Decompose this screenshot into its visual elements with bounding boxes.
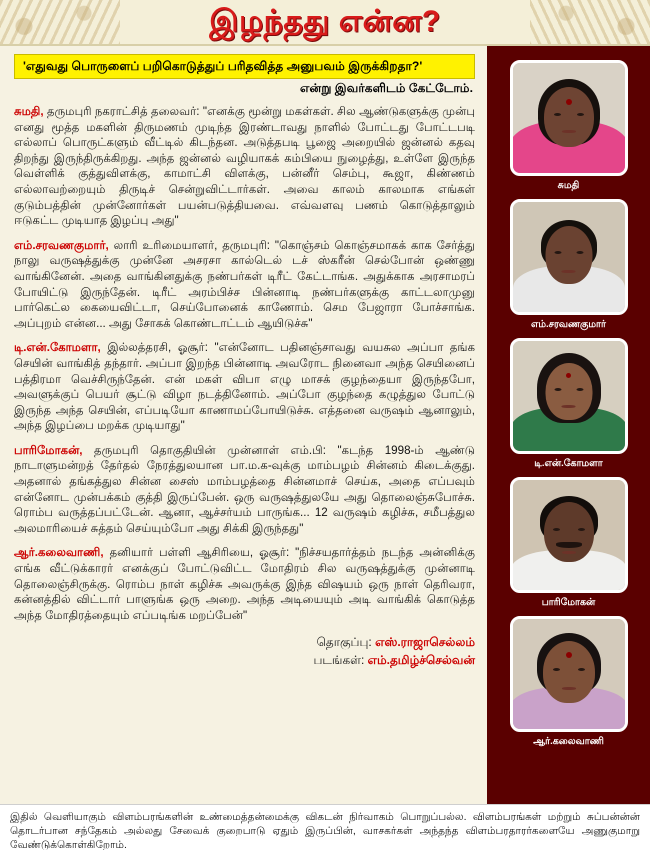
story-item	[14, 238, 475, 332]
credit-photos-label: படங்கள்:	[313, 653, 365, 668]
photo-caption: சுமதி	[557, 180, 580, 191]
story-text: "எனக்கு மூன்று மகள்கள். சில ஆண்டுகளுக்கு முன்பு எனது மூத்த மகளின் திருமணம் முடிந்த இரண்டாவது நாளில் போட்டது போட்டபடி எல்லாப் பொருட்களும் வீட்டில் கிடந்தன. அடுத்தபடி பூஜை அறையில் ஜன்னல் கதவு திறந்து இருந்திருக்கிறது. அந்த ஜன்னல் வழியாகக் கம்பியை நுழைத்து, உள்ளே இருந்த வெள்ளிக் குத்துவிளக்கு, காமாட்சி விளக்கு, பன்னீர் செம்பு, கூஜா, கிண்ணம் எல்லாவற்றையும் திருடிச் சென்றுவிட்டார்கள். அவை காலம் காலமாக எங்கள் குடும்பத்தின் முன்னோர்கள் பயன்படுத்தியவை. எவ்வளவு பணம் கொடுத்தாலும் ஈடுகட்ட முடியாத இழப்பு அது"	[14, 105, 475, 228]
story-role: இல்லத்தரசி, ஓசூர்:	[107, 341, 208, 355]
credit-photos-name: எம்.தமிழ்ச்செல்வன்	[367, 653, 475, 668]
story-item	[14, 545, 475, 623]
article-column	[0, 46, 487, 806]
story-text: "என்னோட பதினஞ்சாவது வயசுல அப்பா தங்க செயின் வாங்கித் தந்தார். அப்பா இறந்த பின்னாடி அவரோட நினைவா அந்த செயினைப் பத்திரமா வெச்சிருந்தேன். என் மகள் விபா எழு மாசக் குழந்தையா இருந்தபோ, அவளுக்குப் பெயர் சூட்டு விழா நடத்தினோம். அப்போ குழந்தை கழுத்துல போட்டு இருந்த அந்த செயின், எப்படியோ காணாமப்போயிடுச்சு. எத்தனை வருஷம் ஆனாலும், அந்த இழப்பை மறக்க முடியாது"	[14, 341, 476, 433]
photo-face	[544, 87, 594, 147]
story-name: பாரிமோகன்,	[14, 443, 83, 457]
story-name: சுமதி,	[14, 105, 44, 118]
portrait-photo	[510, 616, 628, 732]
credits	[14, 633, 475, 669]
photo-rail	[487, 46, 650, 806]
page-title: இழந்தது என்ன?	[209, 5, 441, 38]
photo-card	[506, 60, 631, 192]
photo-caption: எம்.சரவணகுமார்	[530, 319, 606, 330]
credit-compiled-label: தொகுப்பு:	[316, 635, 372, 650]
story-text: "கடந்த 1998-ம் ஆண்டு நாடாளுமன்றத் தேர்தல் நேரத்துலயான பா.ம.க-வுக்கு மாம்பழம் சின்னம் கிடைக்குது. அதனால் தங்கத்துல சின்ன சைஸ் மாம்பழத்தை சின்னமாச் செய்க, அதை எப்பவும் என்னோட முன்பக்கம் குத்தி இருப்பேன். ஒரு வருஷத்துலயே அது தொலைஞ்சுபோச்சு. ரொம்ப வருத்தப்பட்டேன். ஆனா, ஆச்சர்யம் பாருங்க... 12 வருஷம் கழிச்சு, சமீபத்துல அலமாரியைச் சுத்தம் செய்யும்போ அது சிக்கி இருந்தது"	[14, 443, 475, 535]
photo-caption: பாரிமோகன்	[541, 597, 596, 608]
story-item	[14, 443, 475, 537]
story-item	[14, 104, 475, 229]
photo-caption: டி.என்.கோமளா	[534, 458, 603, 469]
photo-card	[506, 199, 631, 331]
credit-line-compiled	[14, 633, 475, 651]
story-role: தருமபுரி நகராட்சித் தலைவர்:	[46, 105, 200, 118]
photo-face	[543, 641, 595, 703]
story-name: எம்.சரவணகுமார்,	[14, 238, 109, 252]
question-box: 'எதுவது பொருளைப் பறிகொடுத்துப் பரிதவித்த அனுபவம் இருக்கிறதா?'	[14, 54, 475, 79]
photo-card	[506, 616, 631, 748]
photo-card	[506, 338, 631, 470]
story-text: "நிச்சயதார்த்தம் நடந்த அன்னிக்கு எங்க வீட்டுக்காரர் எனக்குப் போட்டுவிட்ட மோதிரம் சில வருஷத்துக்கு முன்னாடி தொலைஞ்சிருக்கு. ரொம்ப நாள் கழிச்சு அவருக்கு இந்த விஷயம் ஒரு நாள் தெரிவரா, கன்னத்தில் விட்டார் பாளுங்க ஒரு அறை. அந்த அடியையும் அடி வாங்கிக் கொடுத்த அந்த மோதிரத்தையும் எப்படிங்க மறப்பேன்"	[14, 546, 475, 622]
credit-line-photos	[14, 651, 475, 669]
portrait-photo	[510, 60, 628, 176]
disclaimer-footer: இதில் வெளியாகும் விளம்பரங்களின் உண்மைத்தன்மைக்கு விகடன் நிர்வாகம் பொறுப்பல்ல. விளம்பரங்கள் மற்றும் சுப்பன்ன்ன் தொடர்பான சந்தேகம் அல்லது சேவைக் குறைபாடு ஏதும் இருப்பின், வாசகர்கள் அந்தந்த விளம்பரதாரர்களையே அணுகுமாறு வேண்டுக்கொள்கிறோம்.	[0, 804, 650, 854]
credit-compiled-name: எஸ்.ராஜாசெல்லம்	[375, 635, 475, 650]
page-content	[0, 46, 650, 806]
photo-face	[545, 226, 592, 284]
photo-caption: ஆர்.கலைவாணி	[533, 736, 604, 747]
story-role: தருமபுரி தொகுதியின் முன்னாள் எம்.பி:	[94, 443, 326, 457]
story-name: டி.என்.கோமளா,	[14, 341, 101, 355]
story-name: ஆர்.கலைவாணி,	[14, 546, 104, 560]
photo-face	[544, 502, 594, 562]
page-header	[0, 0, 650, 46]
story-role: லாரி உரிமையாளர், தருமபுரி:	[113, 238, 271, 252]
story-text: "கொஞ்சம் கொஞ்சமாகக் காக சேர்த்து நாலு வருஷத்துக்கு முன்னே அசரசா கால்டெல் டச் ஸ்கரீன் செல்போன் ஒண்ணு வாங்கினேன். அதை வாங்கினதுக்கு நண்பர்கள் டிரீட் கேட்டாங்க. அதுக்காக அரசாமரப் போயிட்டு இருந்தேன். டிரீட் அரம்பிச்ச பின்னாடி நண்பர்களுக்கு காட்டலாமுனு பார்கெட்ல கையைவிட்டா, செய்போனைக் காணோம். செம பேஜாரா போச்சாங்க. அப்புறம் என்ன... அது சோகக் கொண்டாட்டம் ஆயிடுச்சு"	[14, 238, 475, 330]
portrait-photo	[510, 338, 628, 454]
portrait-photo	[510, 477, 628, 593]
photo-face	[545, 363, 592, 420]
portrait-photo	[510, 199, 628, 315]
photo-card	[506, 477, 631, 609]
question-subtitle: என்று இவர்களிடம் கேட்டோம்.	[299, 81, 473, 95]
story-item	[14, 340, 475, 434]
story-role: தனியார் பள்ளி ஆசிரியை, ஓசூர்:	[109, 546, 290, 560]
